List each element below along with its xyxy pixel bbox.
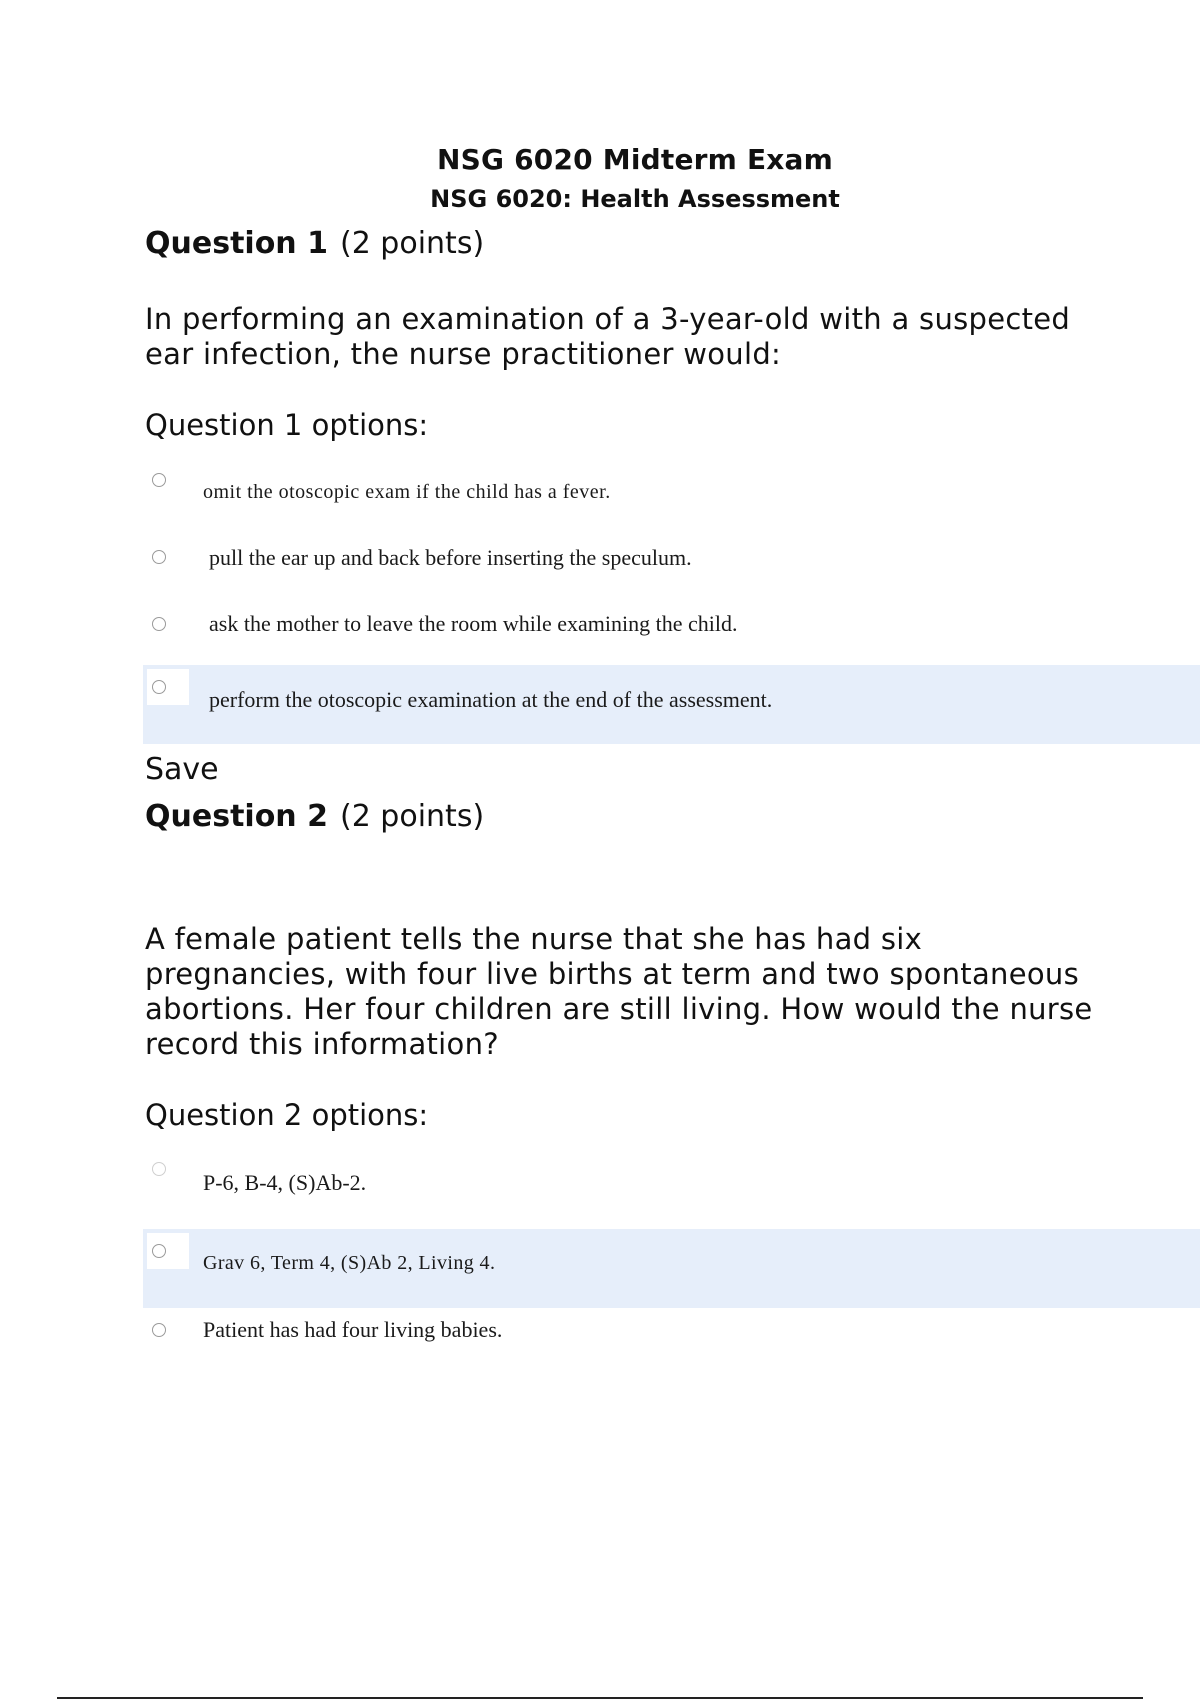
option-label: ask the mother to leave the room while examining the child.	[209, 611, 738, 636]
question-1-option-1[interactable]	[143, 470, 1200, 518]
question-2-number: Question 2	[145, 799, 328, 834]
save-button[interactable]: Save	[145, 752, 219, 787]
option-label: P-6, B-4, (S)Ab-2.	[203, 1170, 367, 1195]
question-1-option-4[interactable]	[143, 665, 1200, 744]
question-1-text: In performing an examination of a 3-year-old with a suspected ear infection, the nurse practitioner would:	[145, 302, 1071, 371]
radio-button[interactable]	[152, 1323, 166, 1337]
question-2-option-2[interactable]	[143, 1229, 1200, 1308]
radio-button[interactable]	[152, 680, 166, 694]
radio-button[interactable]	[152, 1244, 166, 1258]
option-label: Grav 6, Term 4, (S)Ab 2, Living 4.	[203, 1252, 496, 1274]
question-1-points: (2 points)	[339, 226, 485, 261]
question-1-number: Question 1	[145, 226, 328, 261]
question-2-points: (2 points)	[339, 799, 485, 834]
option-label: pull the ear up and back before inserting the speculum.	[209, 545, 692, 570]
question-1-option-2[interactable]	[143, 538, 1200, 582]
question-2-options-label: Question 2 options:	[145, 1098, 429, 1132]
option-label: perform the otoscopic examination at the end of the assessment.	[209, 687, 773, 712]
question-1-option-3[interactable]	[143, 605, 1200, 645]
radio-button[interactable]	[152, 1162, 166, 1176]
question-1-options-label: Question 1 options:	[145, 408, 429, 442]
footer-divider	[57, 1697, 1143, 1699]
question-2-option-3[interactable]	[143, 1310, 1200, 1350]
exam-title: NSG 6020 Midterm Exam	[436, 143, 834, 176]
exam-subtitle: NSG 6020: Health Assessment	[430, 185, 840, 213]
radio-button[interactable]	[152, 473, 166, 487]
radio-button[interactable]	[152, 617, 166, 631]
option-label: Patient has had four living babies.	[203, 1317, 503, 1342]
question-2-text: A female patient tells the nurse that she has had six pregnancies, with four live births at term and two spontaneous abortions. Her four children are still living. How would the nurse record this information?	[145, 922, 1093, 1061]
question-2-header	[145, 799, 484, 834]
question-2-option-1[interactable]	[143, 1158, 1200, 1206]
radio-button[interactable]	[152, 550, 166, 564]
option-label: omit the otoscopic exam if the child has a fever.	[203, 481, 611, 503]
question-1-header	[145, 226, 484, 261]
